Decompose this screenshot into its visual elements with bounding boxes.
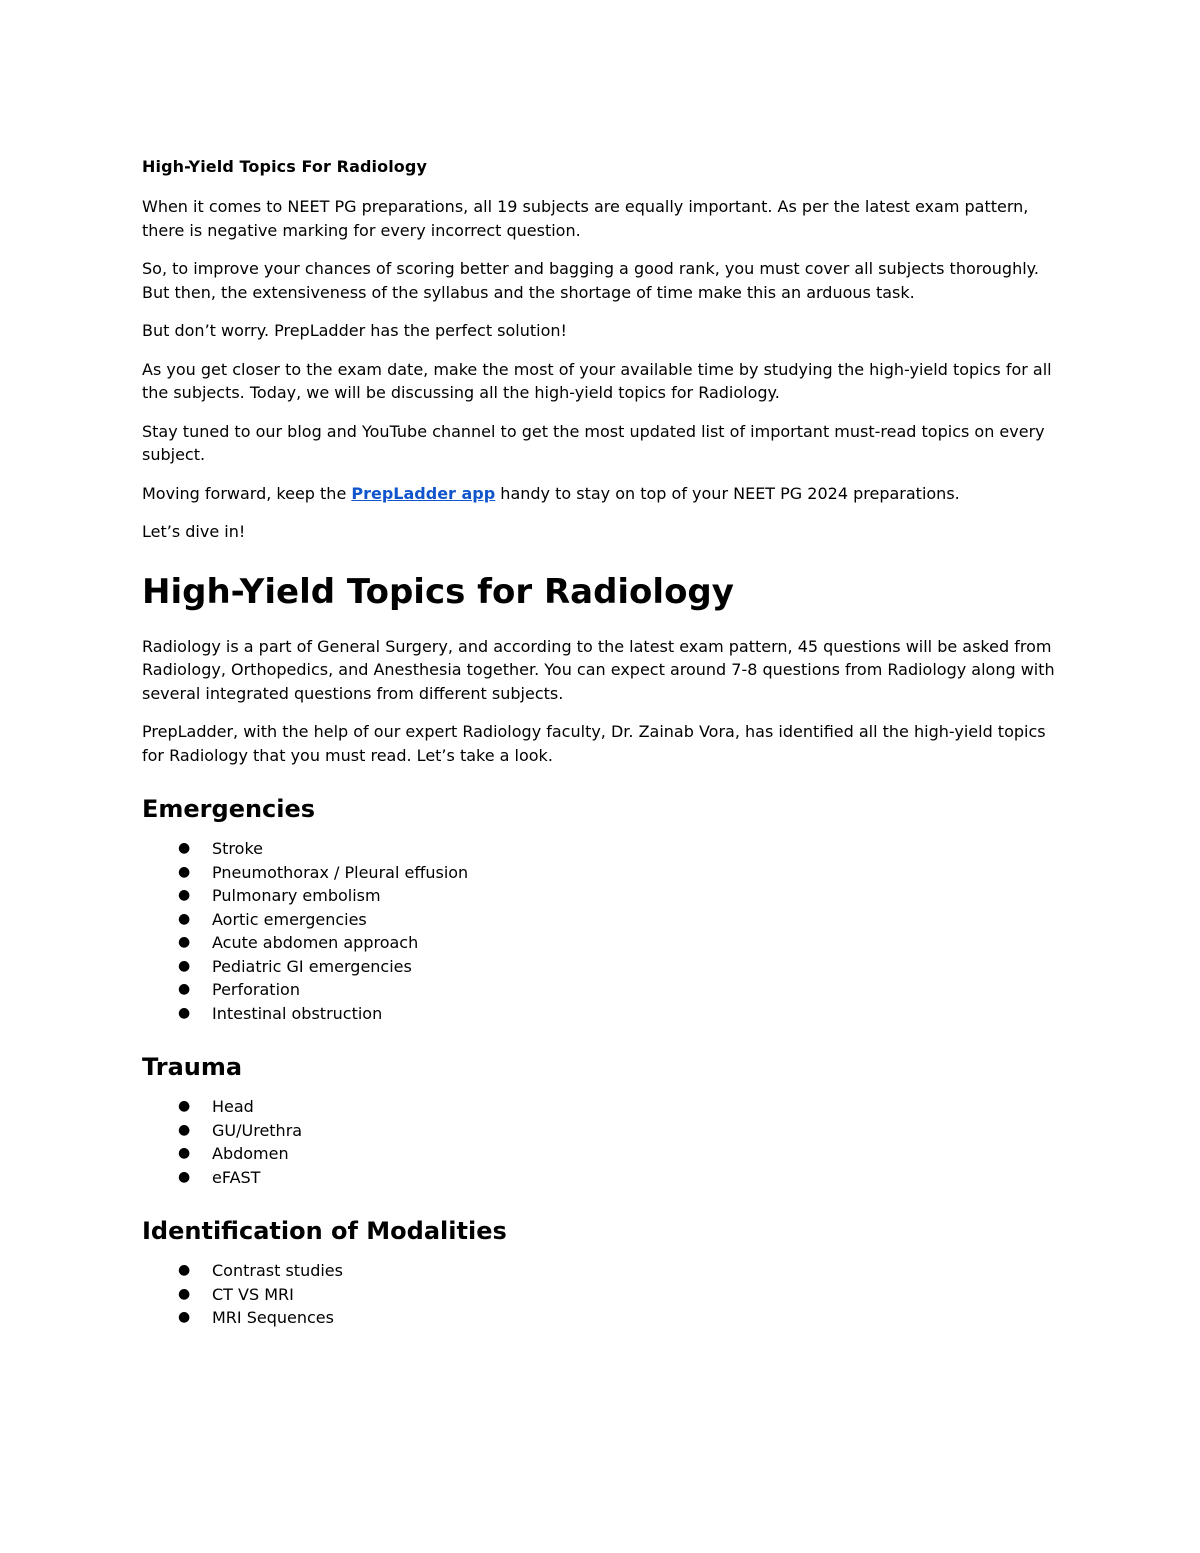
list-item bbox=[178, 837, 1062, 861]
list-item-text: Pneumothorax / Pleural effusion bbox=[212, 862, 469, 882]
list-item-text: Pulmonary embolism bbox=[212, 886, 381, 905]
list-item-text: Pediatric GI emergencies bbox=[212, 956, 412, 976]
list-item bbox=[178, 1095, 1062, 1119]
bullet-icon: ● bbox=[178, 957, 191, 974]
section-heading: Identification of Modalities bbox=[142, 1217, 507, 1245]
list-item-text: Head bbox=[212, 1097, 254, 1116]
document-page bbox=[142, 156, 1062, 1330]
bullet-icon: ● bbox=[178, 863, 191, 880]
list-item bbox=[178, 955, 1062, 979]
topic-list bbox=[142, 1095, 1062, 1189]
topic-sections bbox=[142, 794, 1062, 1330]
bullet-icon: ● bbox=[178, 887, 191, 903]
bullet-icon: ● bbox=[178, 1004, 191, 1021]
bullet-icon: ● bbox=[178, 934, 191, 950]
bullet-icon: ● bbox=[178, 1121, 191, 1138]
list-item-text: CT VS MRI bbox=[212, 1284, 294, 1304]
list-item-text: Contrast studies bbox=[212, 1261, 343, 1280]
list-item-text: GU/Urethra bbox=[212, 1120, 303, 1140]
list-item bbox=[178, 861, 1062, 885]
bullet-icon: ● bbox=[178, 1168, 191, 1185]
list-item bbox=[178, 1166, 1062, 1190]
body-paragraph: Radiology is a part of General Surgery, and according to the latest exam pattern, 45 questions will be asked from Radiology, Orthopedics, and Anesthesia together. You can expect around 7-8 questions from Radiology along with several integrated questions from different subjects. bbox=[142, 636, 1055, 703]
bullet-icon: ● bbox=[178, 981, 191, 997]
list-item bbox=[178, 1306, 1062, 1330]
list-item-text: Aortic emergencies bbox=[212, 909, 367, 929]
intro-paragraph: Stay tuned to our blog and YouTube channel to get the most updated list of important must-read topics on every subject. bbox=[142, 421, 1045, 464]
bullet-icon: ● bbox=[178, 1098, 191, 1114]
list-item-text: eFAST bbox=[212, 1167, 261, 1187]
bullet-icon: ● bbox=[178, 840, 191, 856]
list-item-text: Perforation bbox=[212, 980, 300, 999]
list-item bbox=[178, 1119, 1062, 1143]
list-item bbox=[178, 931, 1062, 955]
topic-list bbox=[142, 1259, 1062, 1330]
intro-paragraph: So, to improve your chances of scoring better and bagging a good rank, you must cover all subjects thoroughly. But then, the extensiveness of the syllabus and the shortage of time make this an arduous task. bbox=[142, 259, 1039, 302]
bullet-icon: ● bbox=[178, 1262, 191, 1278]
dive-in-paragraph: Let’s dive in! bbox=[142, 522, 246, 541]
list-item-text: Stroke bbox=[212, 839, 263, 858]
list-item bbox=[178, 884, 1062, 908]
bullet-icon: ● bbox=[178, 1309, 191, 1325]
intro-paragraph: As you get closer to the exam date, make the most of your available time by studying the high-yield topics for all the subjects. Today, we will be discussing all the high-yield topics for Radiology. bbox=[142, 359, 1052, 402]
intro-paragraph: When it comes to NEET PG preparations, all 19 subjects are equally important. As per the latest exam pattern, there is negative marking for every incorrect question. bbox=[142, 197, 1029, 240]
bullet-icon: ● bbox=[178, 1145, 191, 1161]
list-item bbox=[178, 1002, 1062, 1026]
section-heading: Emergencies bbox=[142, 795, 316, 823]
intro-paragraph: But don’t worry. PrepLadder has the perfect solution! bbox=[142, 321, 567, 340]
list-item bbox=[178, 1259, 1062, 1283]
main-heading: High-Yield Topics for Radiology bbox=[142, 571, 734, 612]
section-heading: Trauma bbox=[142, 1053, 243, 1081]
list-item bbox=[178, 1142, 1062, 1166]
list-item bbox=[178, 1283, 1062, 1307]
list-item bbox=[178, 978, 1062, 1002]
prepladder-app-link[interactable]: PrepLadder app bbox=[351, 483, 496, 503]
bullet-icon: ● bbox=[178, 1285, 191, 1302]
moving-forward-text-before: Moving forward, keep the bbox=[142, 483, 352, 503]
list-item-text: Intestinal obstruction bbox=[212, 1003, 383, 1023]
moving-forward-text-after: handy to stay on top of your NEET PG 2024 preparations. bbox=[495, 483, 960, 503]
topic-list bbox=[142, 837, 1062, 1025]
list-item-text: MRI Sequences bbox=[212, 1308, 334, 1327]
list-item-text: Abdomen bbox=[212, 1144, 289, 1163]
body-paragraph: PrepLadder, with the help of our expert Radiology faculty, Dr. Zainab Vora, has identified all the high-yield topics for Radiology that you must read. Let’s take a look. bbox=[142, 722, 1046, 765]
list-item bbox=[178, 908, 1062, 932]
list-item-text: Acute abdomen approach bbox=[212, 933, 419, 952]
document-title: High-Yield Topics For Radiology bbox=[142, 157, 427, 176]
bullet-icon: ● bbox=[178, 910, 191, 927]
moving-forward-paragraph bbox=[142, 482, 1062, 506]
